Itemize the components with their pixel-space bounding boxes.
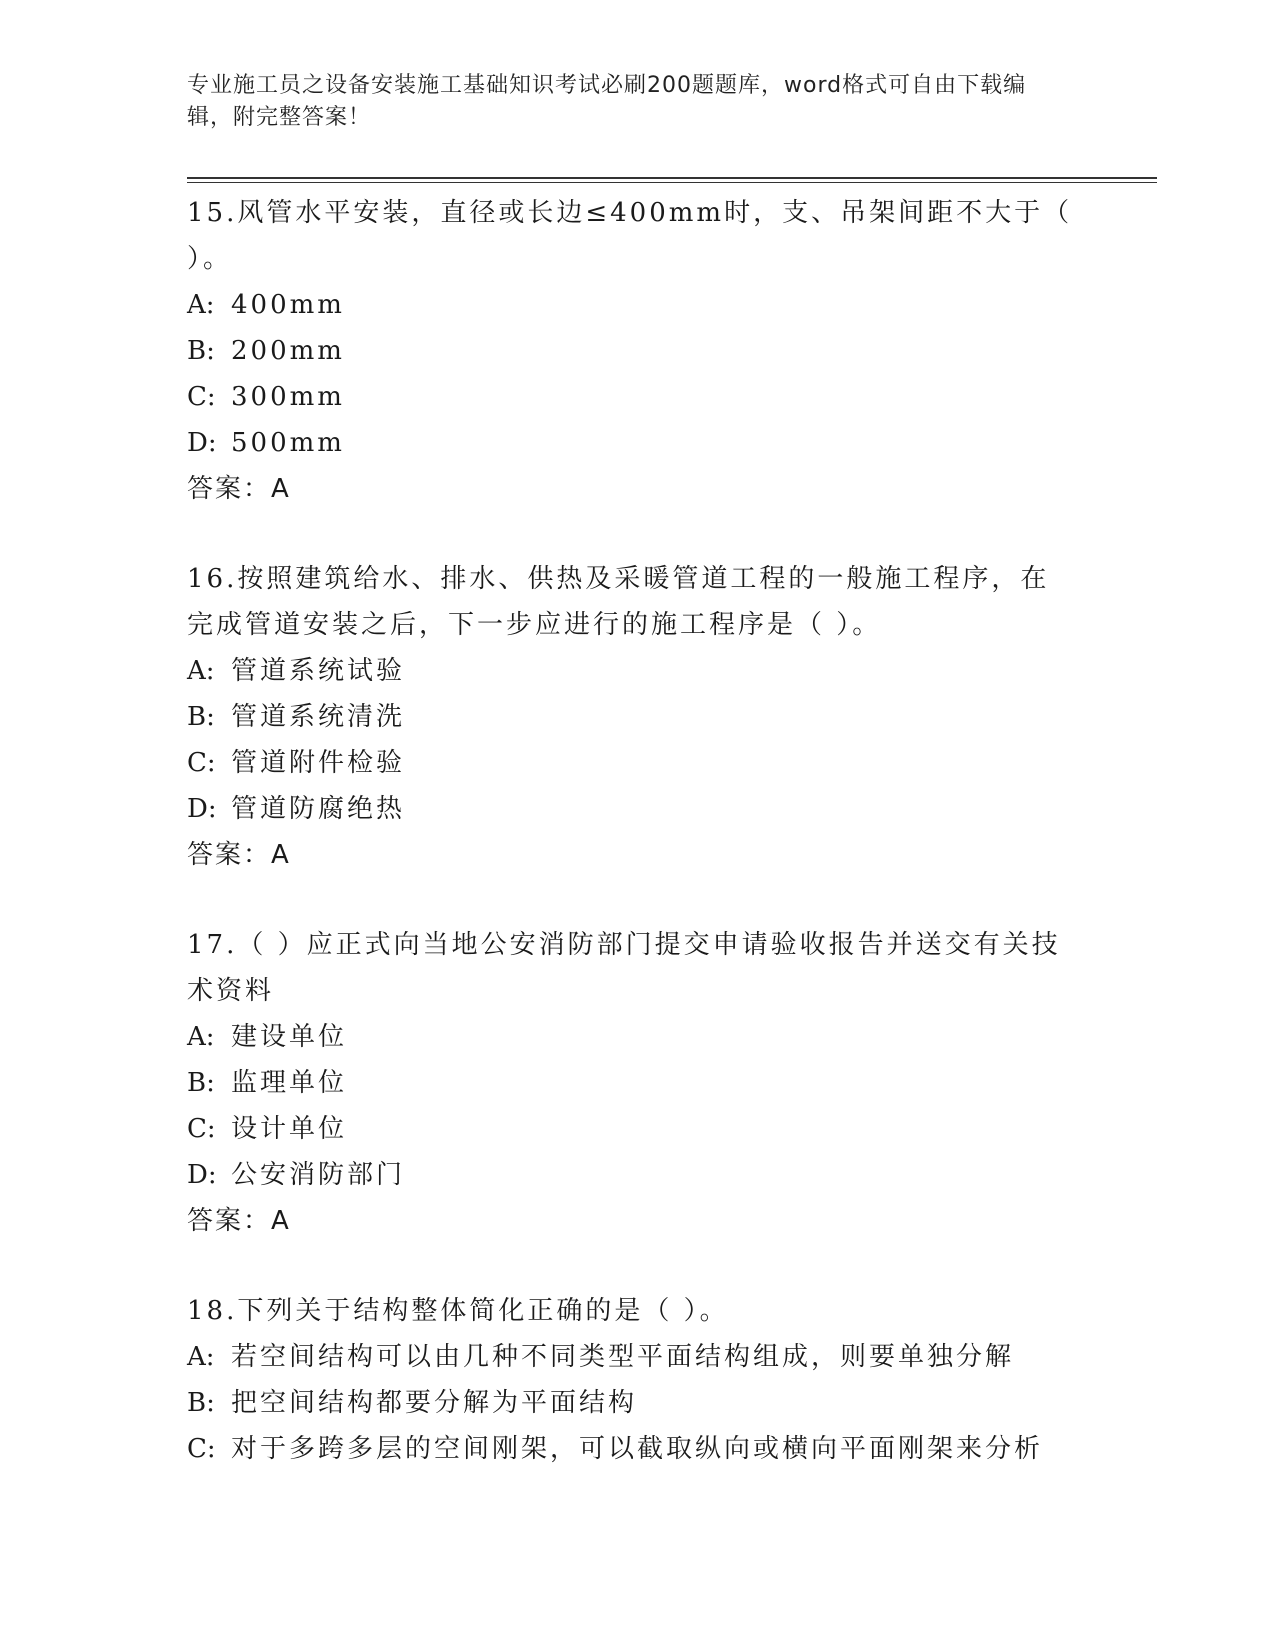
- option-letter: A:: [187, 1022, 215, 1052]
- option-letter: D:: [187, 1160, 217, 1190]
- question-18: [187, 1288, 1077, 1472]
- option-text: 200mm: [231, 336, 345, 366]
- question-15: [187, 190, 1077, 512]
- option-d: [187, 420, 1077, 466]
- option-letter: B:: [187, 336, 215, 366]
- question-text: 18.下列关于结构整体简化正确的是（ ）。: [187, 1296, 729, 1326]
- option-text: 300mm: [231, 382, 345, 412]
- question-list: [187, 190, 1077, 1516]
- option-b: [187, 1380, 1077, 1426]
- option-text: 对于多跨多层的空间刚架，可以截取纵向或横向平面刚架来分析: [231, 1434, 1044, 1464]
- header-divider-thin: [187, 182, 1157, 183]
- question-16: [187, 556, 1077, 878]
- option-letter: C:: [187, 748, 216, 778]
- option-letter: A:: [187, 290, 215, 320]
- option-text: 建设单位: [231, 1022, 348, 1052]
- option-a: [187, 1334, 1077, 1380]
- option-text: 公安消防部门: [231, 1160, 406, 1190]
- option-letter: C:: [187, 382, 216, 412]
- option-letter: D:: [187, 794, 217, 824]
- document-header: 专业施工员之设备安装施工基础知识考试必刷200题题库，word格式可自由下载编辑，附完整答案！: [187, 73, 1027, 130]
- option-c: [187, 1426, 1077, 1472]
- option-letter: B:: [187, 1388, 215, 1418]
- question-17: [187, 922, 1077, 1244]
- option-b: [187, 1060, 1077, 1106]
- option-b: [187, 328, 1077, 374]
- option-letter: A:: [187, 1342, 215, 1372]
- option-a: [187, 1014, 1077, 1060]
- header-divider-thick: [187, 177, 1157, 179]
- option-letter: A:: [187, 656, 215, 686]
- option-text: 把空间结构都要分解为平面结构: [231, 1388, 638, 1418]
- option-text: 400mm: [231, 290, 345, 320]
- option-text: 500mm: [231, 428, 345, 458]
- question-text: 16.按照建筑给水、排水、供热及采暖管道工程的一般施工程序，在完成管道安装之后，下一步应进行的施工程序是（ ）。: [187, 564, 1050, 640]
- option-text: 管道系统试验: [231, 656, 406, 686]
- option-letter: D:: [187, 428, 217, 458]
- option-d: [187, 786, 1077, 832]
- option-b: [187, 694, 1077, 740]
- option-d: [187, 1152, 1077, 1198]
- answer-line: 答案：A: [187, 474, 291, 504]
- option-text: 管道附件检验: [231, 748, 406, 778]
- option-letter: B:: [187, 1068, 215, 1098]
- answer-line: 答案：A: [187, 840, 291, 870]
- option-a: [187, 648, 1077, 694]
- option-text: 若空间结构可以由几种不同类型平面结构组成，则要单独分解: [231, 1342, 1015, 1372]
- option-letter: B:: [187, 702, 215, 732]
- option-c: [187, 374, 1077, 420]
- option-letter: C:: [187, 1114, 216, 1144]
- option-letter: C:: [187, 1434, 216, 1464]
- option-c: [187, 740, 1077, 786]
- option-text: 管道防腐绝热: [231, 794, 406, 824]
- option-text: 监理单位: [231, 1068, 348, 1098]
- option-text: 设计单位: [231, 1114, 348, 1144]
- option-c: [187, 1106, 1077, 1152]
- option-a: [187, 282, 1077, 328]
- answer-line: 答案：A: [187, 1206, 291, 1236]
- question-text: 17.（ ）应正式向当地公安消防部门提交申请验收报告并送交有关技术资料: [187, 930, 1061, 1006]
- question-text: 15.风管水平安装，直径或长边≤400mm时，支、吊架间距不大于（ ）。: [187, 198, 1073, 274]
- option-text: 管道系统清洗: [231, 702, 406, 732]
